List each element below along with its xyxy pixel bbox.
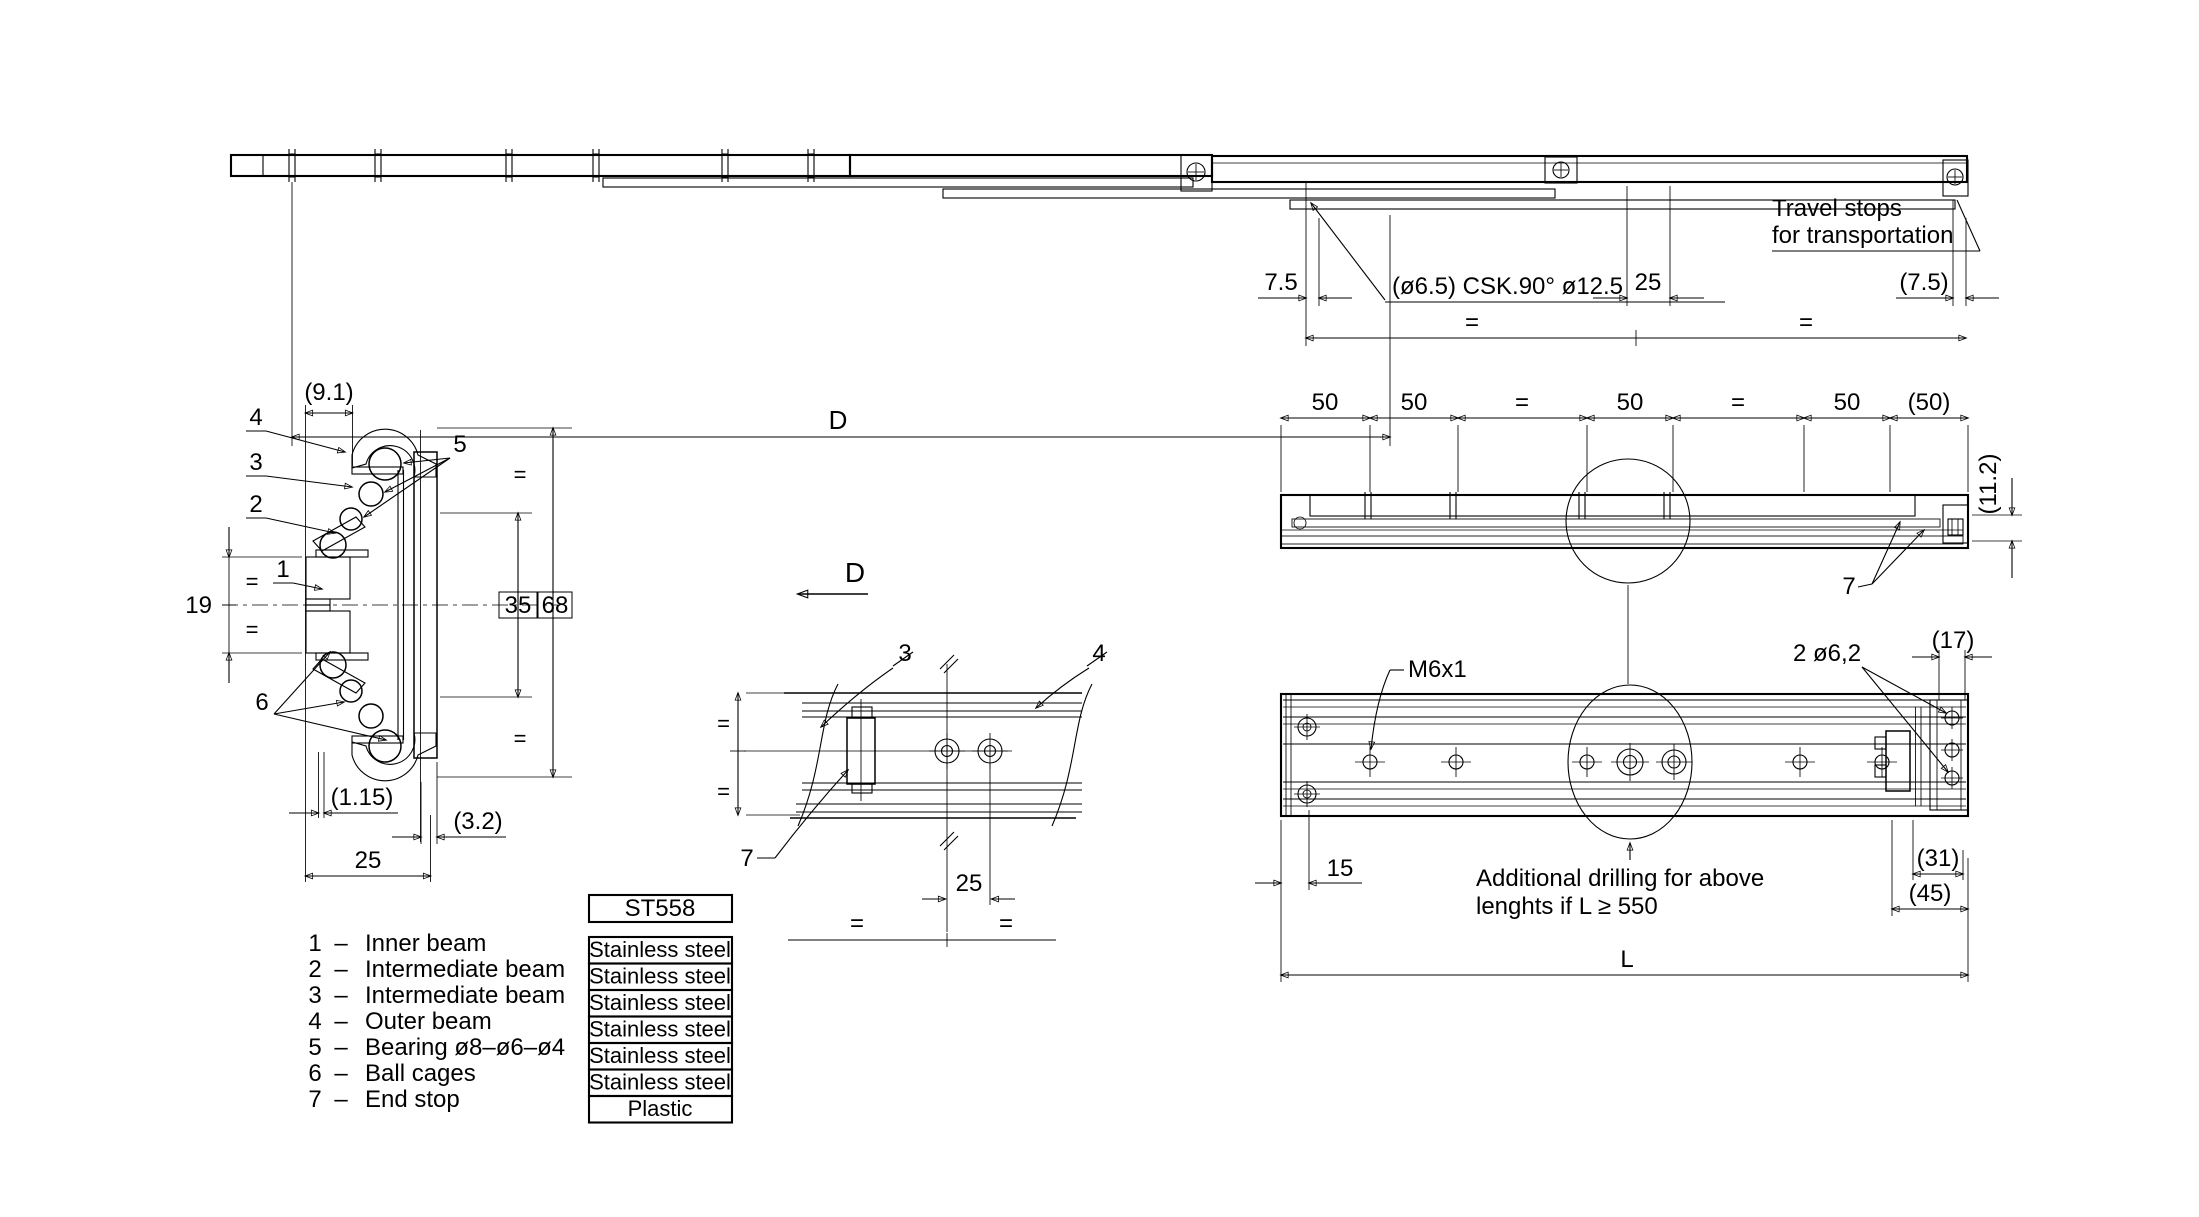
dim-17-group — [1912, 627, 1992, 700]
part-num: 2 — [308, 956, 322, 983]
part-name: End stop — [365, 1086, 460, 1113]
travel-note-line2: for transportation — [1772, 222, 1954, 249]
materials-table — [589, 895, 732, 1123]
part-num: 7 — [308, 1086, 322, 1113]
parts-list-row — [308, 1086, 459, 1113]
callout-3: 3 — [249, 449, 263, 476]
callout-3-detail: 3 — [898, 640, 912, 667]
callout-7-side: 7 — [1842, 573, 1856, 600]
drilling-note-line1: Additional drilling for above — [1476, 865, 1765, 892]
material-cell: Stainless steel — [589, 963, 731, 989]
part-name: Intermediate beam — [365, 982, 566, 1009]
eq-sym-8: = — [998, 910, 1014, 937]
dim-35: 35 — [504, 592, 532, 619]
travel-stops-note — [1772, 195, 1980, 251]
dim-eq-2: = — [1730, 389, 1746, 416]
dim-l: L — [1620, 946, 1634, 973]
bearing-ball — [340, 508, 362, 530]
dim-25-top: 25 — [1634, 269, 1662, 296]
dim-eq-1: = — [1514, 389, 1530, 416]
detail-hole-1 — [929, 733, 965, 769]
eq-sym-7: = — [849, 910, 865, 937]
callout-4: 4 — [249, 404, 263, 431]
eq-sym-9: = — [717, 711, 730, 736]
dim-50-2: 50 — [1400, 389, 1428, 416]
part-num: 4 — [308, 1008, 322, 1035]
dim-15: 15 — [1326, 855, 1354, 882]
inner-beam-extended — [231, 155, 850, 176]
side-view-dimensions — [1281, 389, 1968, 492]
part-num: 6 — [308, 1060, 322, 1087]
plan-rail-lines — [1283, 694, 1966, 816]
part-name: Intermediate beam — [365, 956, 566, 983]
detail-rail — [784, 684, 1092, 826]
holes-note: 2 ø6,2 — [1793, 640, 1862, 667]
detail-callouts — [740, 640, 1107, 872]
drilling-note-group — [1476, 843, 1764, 920]
eq-sym-1: = — [1464, 309, 1480, 336]
material-cell: Stainless steel — [589, 990, 731, 1015]
eq-sym-10: = — [717, 779, 730, 804]
eq-sym-4: = — [245, 617, 259, 642]
dim-50-4: 50 — [1833, 389, 1861, 416]
dim-11-2-group — [1972, 454, 2022, 578]
intermediate-strip-1 — [603, 178, 1193, 187]
bearing-ball — [359, 482, 383, 506]
part-dash: – — [334, 982, 348, 1009]
dim-25-section: 25 — [354, 847, 382, 874]
dim-17: (17) — [1931, 627, 1975, 654]
dim-19-group — [185, 527, 258, 683]
dim-1-15: (1.15) — [330, 784, 394, 811]
dim-19: 19 — [185, 592, 212, 619]
eq-sym-6: = — [513, 726, 527, 751]
parts-list — [308, 930, 565, 1113]
cross-section-view — [185, 379, 572, 882]
csk-note — [1311, 203, 1725, 302]
dim-50-ref: (50) — [1907, 389, 1951, 416]
side-view-top-band — [1310, 495, 1915, 516]
part-dash: – — [334, 1086, 348, 1113]
view-direction-arrow — [798, 557, 868, 594]
part-dash: – — [334, 930, 348, 957]
outer-beam — [1212, 156, 1967, 182]
eq-sym-5: = — [513, 462, 527, 487]
parts-list-row — [308, 956, 565, 983]
detail-baseline — [788, 910, 1056, 947]
material-cell: Stainless steel — [589, 937, 731, 962]
callout-7-detail: 7 — [740, 845, 754, 872]
bearing-ball — [369, 448, 401, 480]
detail-hole-2 — [972, 733, 1008, 769]
travel-stop-clip-2 — [1545, 157, 1577, 183]
dim-7-5-ref: (7.5) — [1899, 269, 1949, 296]
parts-list-row — [308, 1008, 491, 1035]
dim-25-section-group — [306, 815, 431, 882]
dim-68: 68 — [541, 592, 569, 619]
dim-3-2-group — [392, 762, 506, 844]
dim-25-detail: 25 — [955, 870, 983, 897]
part-dash: – — [334, 1034, 348, 1061]
eq-sym-2: = — [1798, 309, 1814, 336]
eq-sym-3: = — [245, 569, 259, 594]
detail-left-dim — [717, 693, 806, 815]
intermediate-strip-2 — [943, 189, 1555, 198]
callout-5: 5 — [453, 431, 467, 458]
part-name: Inner beam — [365, 930, 487, 957]
materials-header: ST558 — [624, 895, 696, 922]
dim-31-group — [1913, 820, 1963, 880]
beam-splice-marks — [289, 149, 814, 182]
part-dash: – — [334, 1060, 348, 1087]
dim-50-3: 50 — [1616, 389, 1644, 416]
detail-circle-side — [1566, 459, 1690, 583]
holes-note-group — [1793, 640, 1948, 772]
end-stop-part — [847, 699, 875, 801]
break-line-right — [1052, 684, 1092, 826]
dim-9-1: (9.1) — [304, 379, 354, 406]
callout-1: 1 — [276, 556, 290, 583]
material-cell: Stainless steel — [589, 1043, 731, 1068]
detail-view-d — [717, 557, 1107, 947]
view-d-label: D — [844, 557, 866, 588]
side-view-closed — [1281, 389, 2022, 684]
dim-31: (31) — [1916, 845, 1960, 872]
part-num: 1 — [308, 930, 322, 957]
parts-list-row — [308, 982, 565, 1009]
parts-list-row — [308, 1060, 475, 1087]
part-name: Outer beam — [365, 1008, 492, 1035]
part-dash: – — [334, 1008, 348, 1035]
dim-25-detail-group — [922, 870, 1015, 899]
dim-d: D — [828, 405, 848, 435]
callout-6: 6 — [255, 689, 269, 716]
dim-50-1: 50 — [1311, 389, 1339, 416]
dim-11-2: (11.2) — [1975, 453, 2002, 515]
parts-list-row — [308, 930, 486, 957]
part-num: 3 — [308, 982, 322, 1009]
thread-note: M6x1 — [1408, 656, 1467, 683]
second-beam — [850, 155, 1212, 176]
dim-45: (45) — [1908, 880, 1952, 907]
plan-left-end-holes — [1294, 714, 1320, 807]
csk-note-text: (ø6.5) CSK.90° ø12.5 — [1392, 273, 1624, 300]
material-cell: Stainless steel — [589, 1069, 731, 1095]
part-dash: – — [334, 956, 348, 983]
travel-note-line1: Travel stops — [1772, 195, 1902, 222]
dim-15-group — [1255, 810, 1362, 890]
material-cell: Plastic — [627, 1096, 693, 1121]
callout-2: 2 — [249, 491, 263, 518]
section-callouts — [246, 404, 467, 740]
travel-stop-clip-1 — [1181, 155, 1212, 191]
part-num: 5 — [308, 1034, 322, 1061]
side-callout-7 — [1842, 522, 1924, 600]
part-name: Ball cages — [365, 1060, 476, 1087]
dim-35-68-group — [499, 428, 572, 777]
parts-list-row — [308, 1034, 565, 1061]
plan-center-holes — [1355, 743, 1897, 781]
material-cell: Stainless steel — [589, 1016, 731, 1042]
cross-section-upper-half — [306, 429, 436, 605]
callout-4-detail: 4 — [1092, 640, 1106, 667]
drilling-note-line2: lenghts if L ≥ 550 — [1476, 893, 1658, 920]
travel-stop-clip-3 — [1943, 160, 1968, 196]
part-name: Bearing ø8–ø6–ø4 — [365, 1034, 566, 1061]
dim-3-2: (3.2) — [453, 808, 503, 835]
dim-7-5: 7.5 — [1264, 269, 1298, 296]
side-right-end-block — [1943, 505, 1968, 543]
thread-note-group — [1371, 656, 1467, 749]
plan-view — [1255, 627, 1992, 982]
break-marks — [940, 655, 958, 850]
